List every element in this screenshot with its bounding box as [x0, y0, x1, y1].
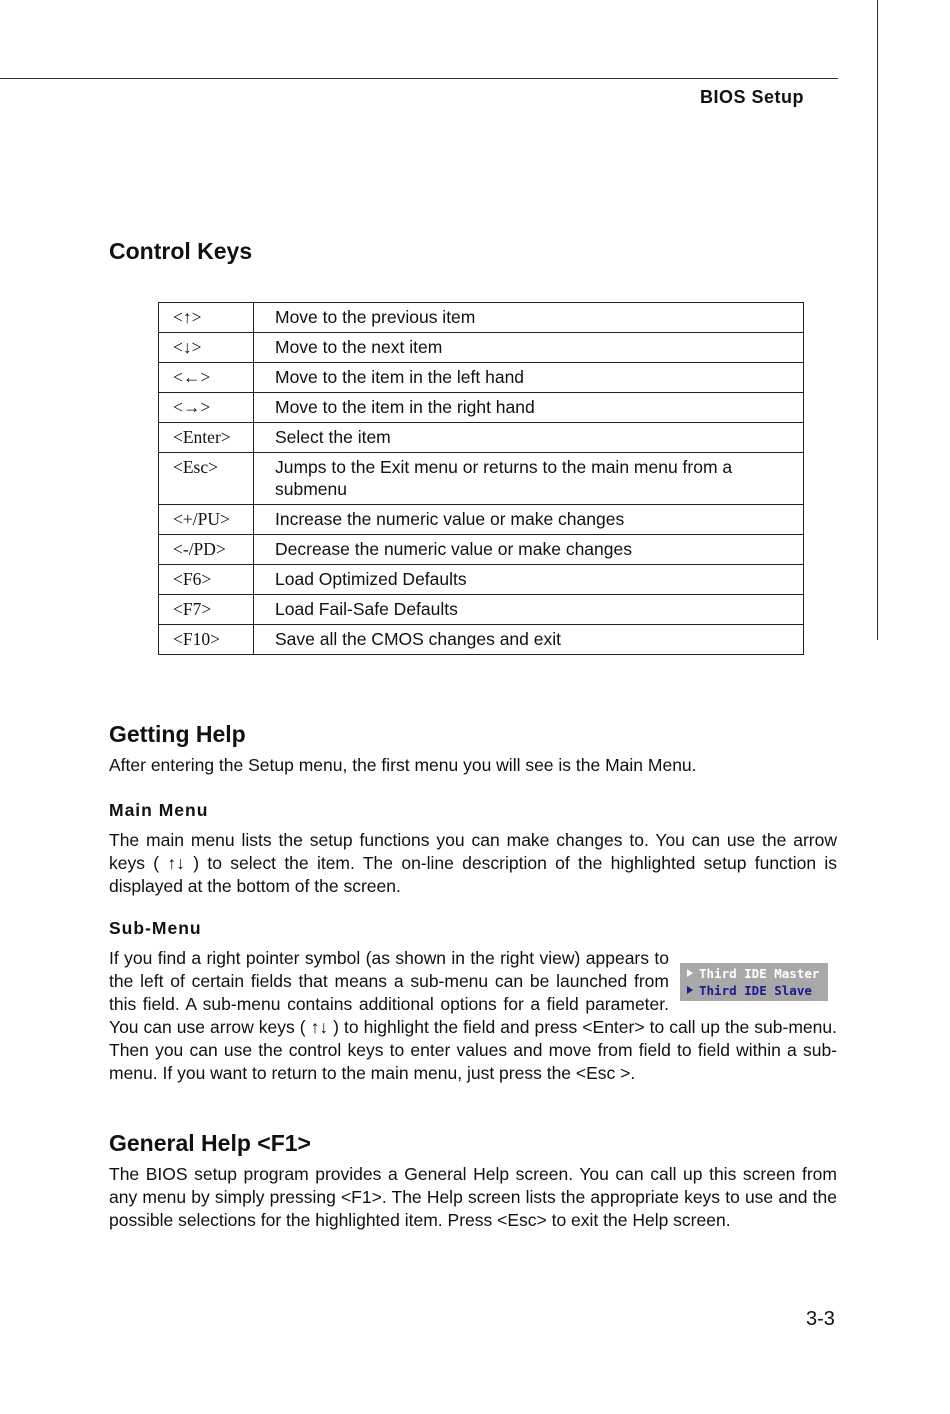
page-number: 3-3	[806, 1308, 835, 1330]
key-cell: <F7>	[159, 595, 254, 625]
table-row	[159, 423, 804, 453]
table-row	[159, 363, 804, 393]
desc-cell: Move to the previous item	[254, 303, 804, 333]
submenu-line-label: Third IDE Slave	[699, 983, 812, 998]
key-cell: <Enter>	[159, 423, 254, 453]
table-row	[159, 595, 804, 625]
sub-menu-text-body: If you find a right pointer symbol (as shown in the right view) appears to the left of certain fields that means a sub-menu can be launched from this field. A sub-menu contains additional options for a field parameter. You can use arrow keys ( ↑↓ ) to highlight the field and press <Enter> to call up the sub-menu. Then you can use the control keys to enter values and move from field to field within a sub-menu. If you want to return to the main menu, just press the <Esc >.	[109, 948, 837, 1083]
control-keys-table	[158, 302, 804, 655]
key-cell: <F6>	[159, 565, 254, 595]
key-cell: <Esc>	[159, 453, 254, 505]
table-row	[159, 393, 804, 423]
desc-cell: Decrease the numeric value or make changes	[254, 535, 804, 565]
key-cell: <+/PU>	[159, 505, 254, 535]
desc-cell: Move to the item in the right hand	[254, 393, 804, 423]
table-row	[159, 333, 804, 363]
desc-cell: Select the item	[254, 423, 804, 453]
header-rule	[0, 78, 838, 79]
main-menu-text: The main menu lists the setup functions you can make changes to. You can use the arrow keys ( ↑↓ ) to select the item. The on-line description of the highlighted setup function is displayed at the bottom of the screen.	[109, 830, 837, 896]
submenu-line-label: Third IDE Master	[699, 966, 820, 981]
table-row	[159, 453, 804, 505]
general-help-heading: General Help <F1>	[109, 1130, 311, 1156]
control-keys-heading: Control Keys	[109, 238, 253, 264]
getting-help-heading: Getting Help	[109, 721, 246, 747]
general-help-text: The BIOS setup program provides a General Help screen. You can call up this screen from any menu by simply pressing <F1>. The Help screen lists the appropriate keys to use and the possible selections for the highlighted item. Press <Esc> to exit the Help screen.	[109, 1164, 837, 1230]
sub-menu-heading: Sub-Menu	[109, 918, 202, 938]
desc-cell: Move to the item in the left hand	[254, 363, 804, 393]
getting-help-intro: After entering the Setup menu, the first menu you will see is the Main Menu.	[109, 755, 697, 775]
desc-cell: Jumps to the Exit menu or returns to the main menu from a submenu	[254, 453, 804, 505]
desc-cell: Load Fail-Safe Defaults	[254, 595, 804, 625]
key-cell: <→>	[159, 393, 254, 423]
desc-cell: Save all the CMOS changes and exit	[254, 625, 804, 655]
table-row	[159, 505, 804, 535]
sub-menu-text	[109, 947, 837, 1085]
key-cell: <F10>	[159, 625, 254, 655]
table-row	[159, 303, 804, 333]
table-row	[159, 535, 804, 565]
float-spacer	[669, 947, 837, 1015]
running-header: BIOS Setup	[699, 87, 804, 107]
table-row	[159, 625, 804, 655]
desc-cell: Load Optimized Defaults	[254, 565, 804, 595]
key-cell: <←>	[159, 363, 254, 393]
table-row	[159, 565, 804, 595]
key-cell: <↓>	[159, 333, 254, 363]
margin-rule	[877, 0, 878, 640]
desc-cell: Move to the next item	[254, 333, 804, 363]
key-cell: <-/PD>	[159, 535, 254, 565]
key-cell: <↑>	[159, 303, 254, 333]
desc-cell: Increase the numeric value or make changes	[254, 505, 804, 535]
main-menu-heading: Main Menu	[109, 800, 209, 820]
